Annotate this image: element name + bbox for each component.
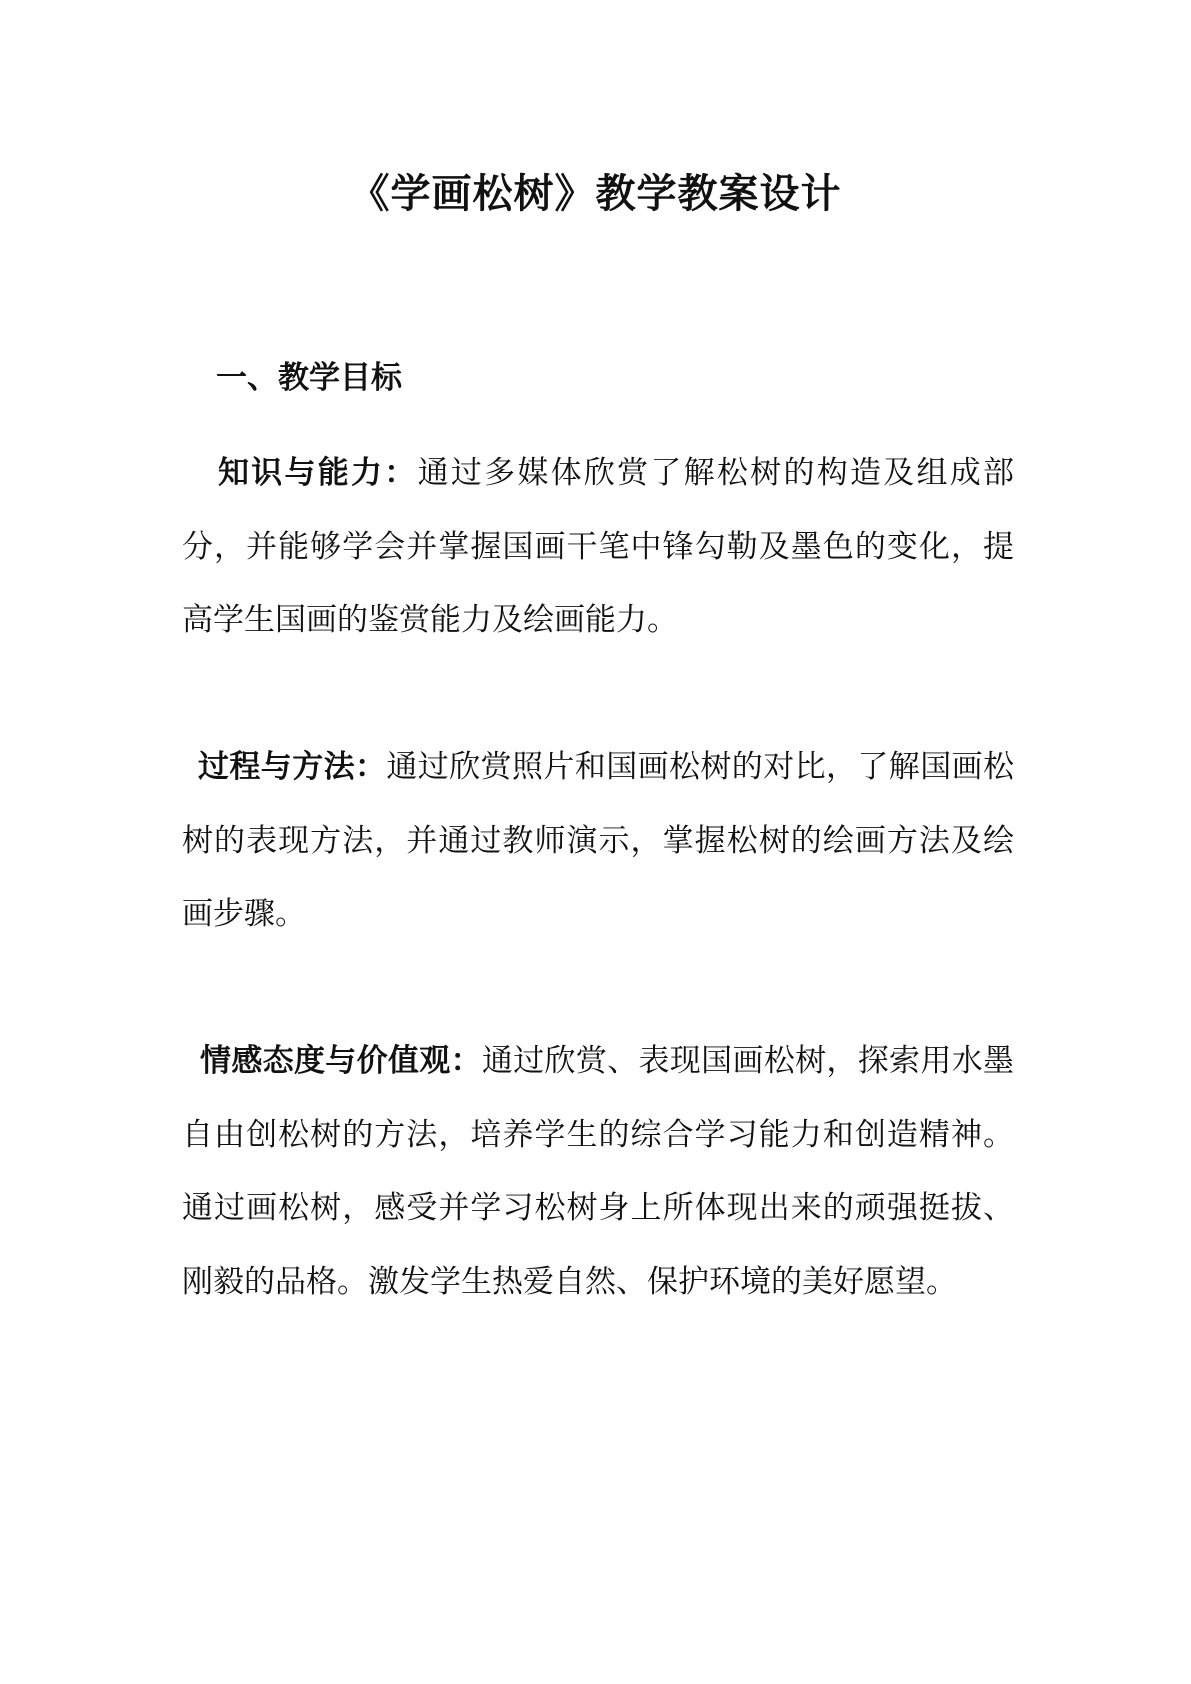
paragraph-text: 通过欣赏、表现国画松树，探索用水墨自由创松树的方法，培养学生的综合学习能力和创造精神。通过画松树，感受并学习松树身上所体现出来的顽强挺拔、刚毅的品格。激发学生热爱自然、保护环境的美好愿望。 xyxy=(182,1043,1015,1300)
section-heading-teaching-goals: 一、教学目标 xyxy=(216,360,402,396)
paragraph-text: 通过多媒体欣赏了解松树的构造及组成部分，并能够学会并掌握国画干笔中锋勾勒及墨色的变化，提高学生国画的鉴赏能力及绘画能力。 xyxy=(182,455,1015,638)
paragraph-label: 知识与能力： xyxy=(218,455,418,491)
paragraph-knowledge-ability xyxy=(182,437,1014,658)
paragraph-label: 过程与方法： xyxy=(198,749,387,785)
paragraph-emotion-values xyxy=(182,1025,1014,1319)
paragraph-text: 通过欣赏照片和国画松树的对比，了解国画松树的表现方法，并通过教师演示，掌握松树的绘画方法及绘画步骤。 xyxy=(182,749,1015,932)
document-title: 《学画松树》教学教案设计 xyxy=(349,171,842,217)
paragraph-process-method xyxy=(182,731,1014,952)
paragraph-label: 情感态度与价值观： xyxy=(200,1043,482,1079)
